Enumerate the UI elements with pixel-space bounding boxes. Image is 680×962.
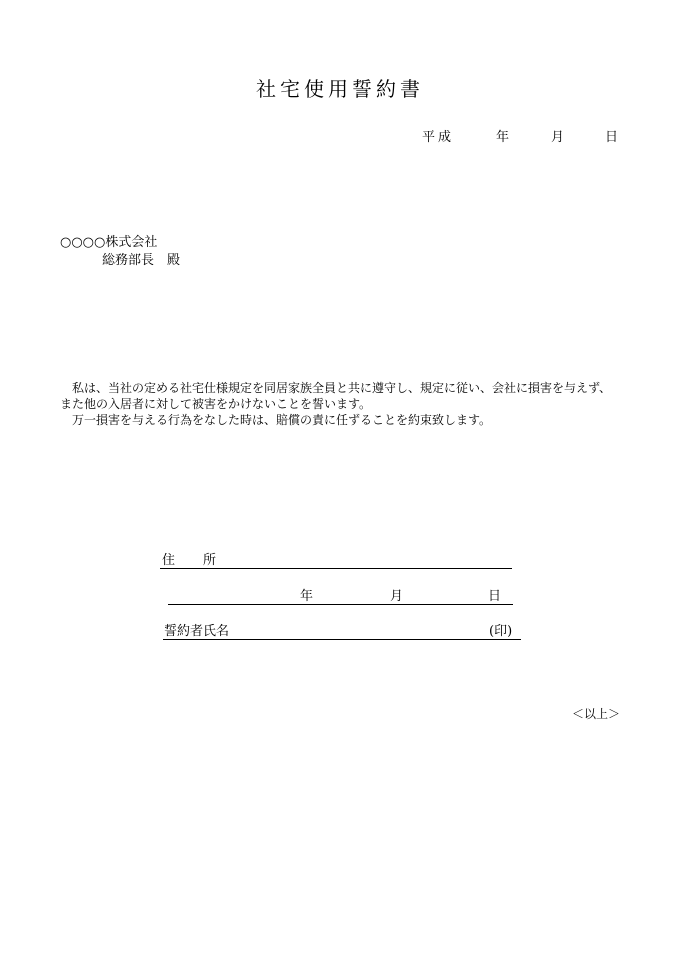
recipient-company: ○○○○株式会社 bbox=[60, 235, 158, 250]
date-day-label: 日 bbox=[605, 130, 619, 145]
signing-date-field-line[interactable] bbox=[168, 588, 513, 605]
signer-name-label: 誓約者氏名 bbox=[164, 624, 230, 639]
signing-date-day-label: 日 bbox=[488, 589, 502, 604]
date-month-label: 月 bbox=[551, 130, 565, 145]
signing-date-month-label: 月 bbox=[390, 589, 404, 604]
signing-date-year-label: 年 bbox=[300, 589, 314, 604]
recipient-department: 総務部長 殿 bbox=[102, 253, 181, 268]
date-era: 平成 bbox=[422, 130, 455, 145]
pledge-paragraph-1-line-2: また他の入居者に対して被害をかけないことを誓います。 bbox=[60, 397, 372, 411]
seal-mark: (印) bbox=[489, 624, 513, 639]
pledge-paragraph-2: 万一損害を与える行為をなした時は、賠償の責に任ずることを約束致します。 bbox=[72, 413, 492, 427]
address-label-char-2: 所 bbox=[203, 553, 217, 568]
address-label bbox=[162, 553, 216, 568]
date-year-label: 年 bbox=[496, 130, 510, 145]
address-label-char-1: 住 bbox=[162, 553, 176, 568]
pledge-body bbox=[60, 380, 630, 428]
closing-mark: ＜以上＞ bbox=[572, 707, 621, 721]
document-title: 社宅使用誓約書 bbox=[256, 77, 424, 101]
pledge-paragraph-1-line-1: 私は、当社の定める社宅仕様規定を同居家族全員と共に遵守し、規定に従い、会社に損害を与えず、 bbox=[72, 381, 612, 395]
